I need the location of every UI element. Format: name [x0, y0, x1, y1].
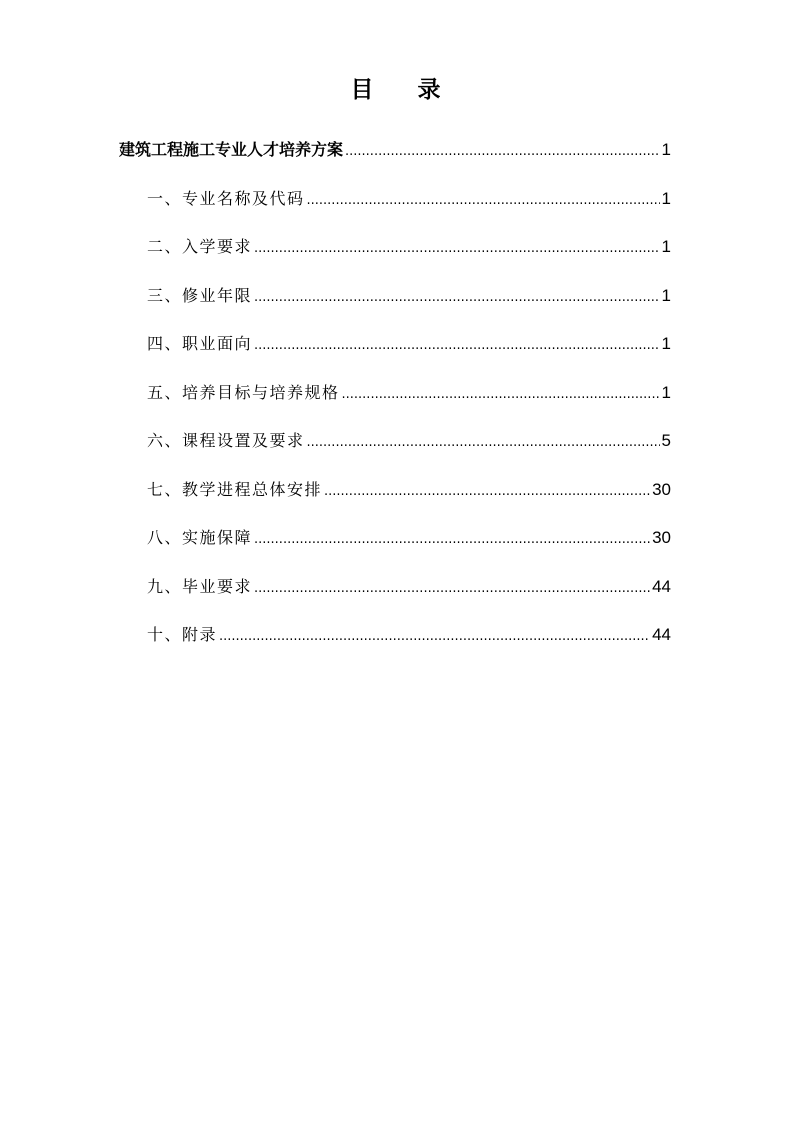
toc-entry-appendix[interactable]	[147, 623, 671, 647]
toc-entry-label: 四、职业面向	[147, 334, 253, 353]
toc-entry-page: 5	[661, 431, 671, 450]
toc-entry-label: 五、培养目标与培养规格	[147, 383, 340, 402]
toc-leader-dots	[254, 526, 650, 552]
toc-entry-page: 1	[661, 140, 671, 159]
toc-leader-dots	[307, 429, 660, 455]
toc-leader-dots	[254, 284, 660, 310]
toc-entry-page: 30	[652, 528, 671, 547]
toc-entry-career[interactable]	[147, 332, 671, 356]
toc-entry-label: 一、专业名称及代码	[147, 189, 305, 208]
toc-entry-page: 30	[652, 480, 671, 499]
toc-entry-label: 十、附录	[147, 625, 218, 644]
toc-entry-page: 1	[661, 237, 671, 256]
toc-entry-page: 44	[652, 577, 671, 596]
toc-entry-implementation[interactable]	[147, 526, 671, 550]
toc-entry-page: 1	[661, 334, 671, 353]
toc-title: 目 录	[350, 77, 459, 103]
toc-leader-dots	[219, 623, 650, 649]
toc-entry-main[interactable]	[119, 138, 671, 162]
toc-entry-page: 1	[661, 383, 671, 402]
toc-leader-dots	[254, 235, 660, 261]
toc-entry-graduation[interactable]	[147, 575, 671, 599]
toc-entry-page: 1	[661, 189, 671, 208]
toc-entry-page: 44	[652, 625, 671, 644]
toc-leader-dots	[307, 187, 660, 213]
toc-entry-curriculum[interactable]	[147, 429, 671, 453]
toc-entry-page: 1	[661, 286, 671, 305]
toc-leader-dots	[254, 575, 650, 601]
toc-entry-label: 二、入学要求	[147, 237, 253, 256]
toc-leader-dots	[342, 381, 660, 407]
toc-entry-label: 三、修业年限	[147, 286, 253, 305]
toc-entry-label: 九、毕业要求	[147, 577, 253, 596]
toc-leader-dots	[345, 138, 660, 164]
toc-entry-major-name[interactable]	[147, 187, 671, 211]
toc-entry-label: 六、课程设置及要求	[147, 431, 305, 450]
toc-entry-objectives[interactable]	[147, 381, 671, 405]
toc-entry-label: 七、教学进程总体安排	[147, 480, 323, 499]
toc-entry-teaching-schedule[interactable]	[147, 478, 671, 502]
toc-entry-label: 八、实施保障	[147, 528, 253, 547]
toc-leader-dots	[254, 332, 660, 358]
toc-entry-admission[interactable]	[147, 235, 671, 259]
toc-leader-dots	[324, 478, 650, 504]
toc-entry-label: 建筑工程施工专业人才培养方案	[119, 140, 344, 159]
toc-entry-duration[interactable]	[147, 284, 671, 308]
